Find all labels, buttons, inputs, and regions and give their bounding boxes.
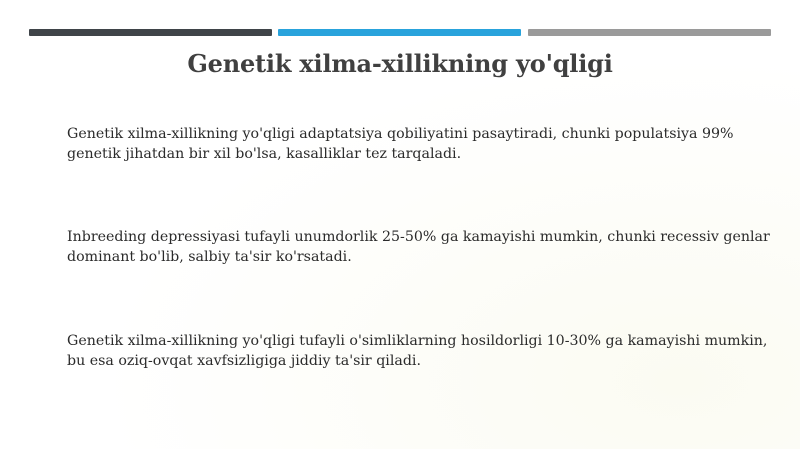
accent-bar-blue <box>278 29 521 36</box>
bullet-paragraph-3: Genetik xilma-xillikning yo'qligi tufayli o'simliklarning hosildorligi 10-30% ga kamayishi mumkin, bu esa oziq-ovqat xavfsizligiga jiddiy ta'sir qiladi. <box>67 333 768 369</box>
bullet-paragraph-2: Inbreeding depressiyasi tufayli unumdorlik 25-50% ga kamayishi mumkin, chunki recessiv genlar dominant bo'lib, salbiy ta'sir ko'rsatadi. <box>67 229 770 265</box>
slide-title: Genetik xilma-xillikning yo'qligi <box>187 49 613 78</box>
accent-bar-gray <box>528 29 771 36</box>
accent-bar-dark <box>29 29 272 36</box>
bullet-paragraph-1: Genetik xilma-xillikning yo'qligi adaptatsiya qobiliyatini pasaytiradi, chunki populatsiya 99% genetik jihatdan bir xil bo'lsa, kasalliklar tez tarqaladi. <box>67 126 734 162</box>
